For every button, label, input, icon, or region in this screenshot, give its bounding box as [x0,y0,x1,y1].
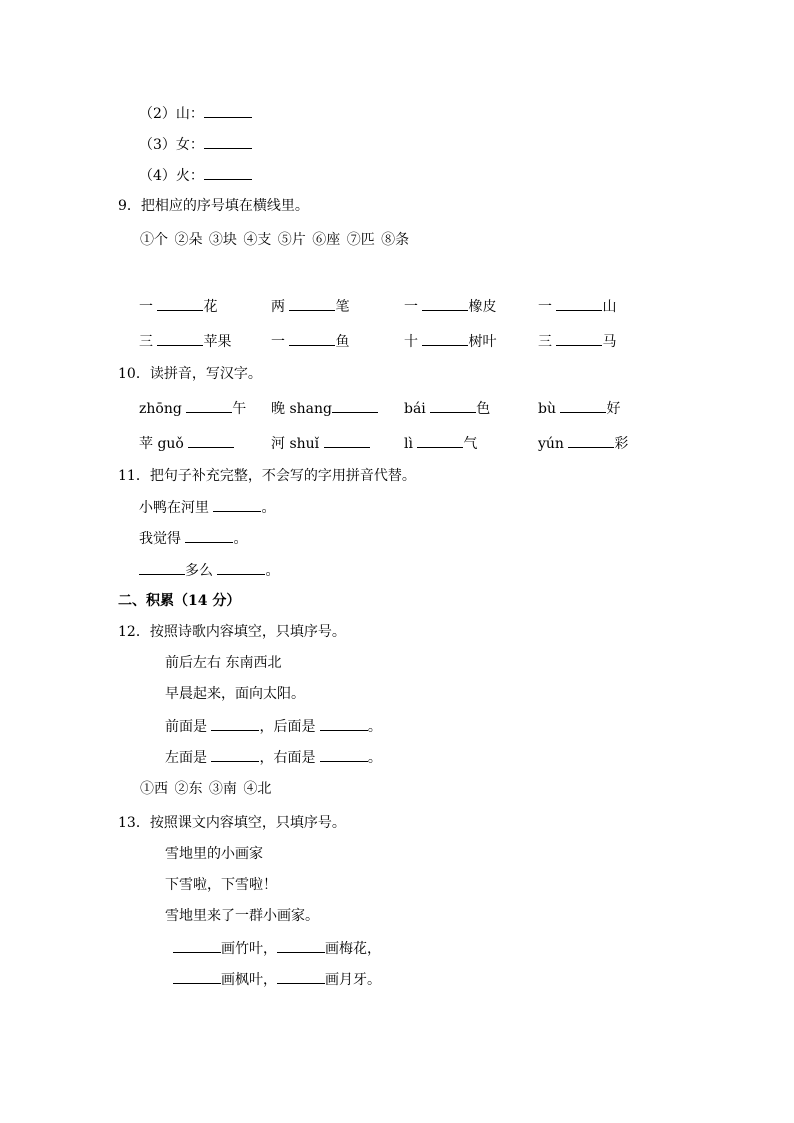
answer-blank[interactable] [289,332,335,346]
pinyin-prefix: zhōng [139,401,187,417]
cell-suffix: 午 [232,401,247,417]
q8-item-label: （3）女： [139,137,204,153]
q9-r2-c3 [404,332,496,351]
pinyin-prefix: 晚 shang [271,401,332,417]
q9-r1-c4 [538,297,616,316]
answer-blank[interactable] [320,748,368,762]
sentence-start: 我觉得 [139,531,186,547]
pinyin-prefix: 河 shuǐ [271,436,324,452]
answer-blank[interactable] [186,399,232,413]
q8-item-3 [139,135,252,154]
answer-blank[interactable] [324,434,370,448]
q10-r2-c2 [271,434,370,453]
answer-blank[interactable] [277,939,325,953]
q11-line-2 [139,529,247,548]
cell-prefix: 三 [139,334,158,350]
cell-prefix: 一 [538,299,557,315]
pinyin-prefix: bái [404,401,431,417]
q10-r1-c2 [271,399,378,418]
answer-blank[interactable] [204,135,252,149]
answer-blank[interactable] [417,434,463,448]
q9-r2-c4 [538,332,616,351]
cell-prefix: 一 [271,334,290,350]
cell-prefix: 两 [271,299,290,315]
answer-blank[interactable] [211,748,259,762]
cell-suffix: 气 [463,436,478,452]
answer-blank[interactable] [213,498,261,512]
answer-blank[interactable] [560,399,606,413]
answer-blank[interactable] [157,332,203,346]
cell-suffix: 色 [476,401,491,417]
q10-r1-c4 [538,399,620,418]
answer-blank[interactable] [188,434,234,448]
sentence-middle: 多么 [185,563,218,579]
cell-suffix: 橡皮 [468,299,497,315]
q10-title: 10．读拼音，写汉字。 [118,366,262,382]
answer-blank[interactable] [556,297,602,311]
q9-r1-c3 [404,297,496,316]
q10-r2-c3 [404,434,477,453]
answer-blank[interactable] [157,297,203,311]
cell-prefix: 十 [404,334,423,350]
cell-suffix: 苹果 [203,334,232,350]
q9-r1-c2 [271,297,349,316]
sentence-end: 。 [233,531,248,547]
cell-prefix: 一 [404,299,423,315]
q8-item-label: （4）火： [139,168,204,184]
fill-label: 画梅花， [325,941,381,957]
q13-poem-line-1: 下雪啦，下雪啦！ [165,877,277,893]
sentence-start: 小鸭在河里 [139,500,214,516]
answer-blank[interactable] [422,297,468,311]
q12-fill-2 [165,748,382,767]
fill-end: 。 [367,719,382,735]
answer-blank[interactable] [332,399,378,413]
fill-label: 前面是 [165,719,212,735]
q10-r2-c4 [538,434,628,453]
answer-blank[interactable] [204,166,252,180]
q13-poem-title: 雪地里的小画家 [165,846,263,862]
q8-item-label: （2）山： [139,106,204,122]
fill-label: ，右面是 [259,750,320,766]
answer-blank[interactable] [320,717,368,731]
answer-blank[interactable] [211,717,259,731]
q12-title: 12．按照诗歌内容填空，只填序号。 [118,624,346,640]
q13-fill-1 [173,939,381,958]
fill-label: 画枫叶， [221,972,277,988]
answer-blank[interactable] [277,970,325,984]
fill-end: 。 [367,750,382,766]
answer-blank[interactable] [173,939,221,953]
answer-blank[interactable] [217,561,265,575]
pinyin-prefix: 苹 guǒ [139,436,189,452]
sentence-end: 。 [261,500,276,516]
cell-suffix: 彩 [614,436,629,452]
section-heading: 二、积累（14 分） [118,593,241,609]
q12-poem-line-2: 早晨起来，面向太阳。 [165,686,305,702]
answer-blank[interactable] [185,529,233,543]
q9-r2-c1 [139,332,231,351]
q11-line-3 [139,561,279,580]
q9-r1-c1 [139,297,217,316]
answer-blank[interactable] [204,104,252,118]
cell-suffix: 山 [602,299,617,315]
cell-suffix: 笔 [335,299,350,315]
sentence-end: 。 [265,563,280,579]
cell-suffix: 花 [203,299,218,315]
fill-label: 左面是 [165,750,212,766]
q11-title: 11．把句子补充完整，不会写的字用拼音代替。 [118,468,416,484]
answer-blank[interactable] [568,434,614,448]
fill-label: 画竹叶， [221,941,277,957]
cell-prefix: 一 [139,299,158,315]
q10-r2-c1 [139,434,234,453]
q8-item-2 [139,104,252,123]
cell-suffix: 好 [606,401,621,417]
answer-blank[interactable] [173,970,221,984]
q13-fill-2 [173,970,381,989]
q9-r2-c2 [271,332,349,351]
fill-label: 画月牙。 [325,972,381,988]
q8-item-4 [139,166,252,185]
cell-prefix: 三 [538,334,557,350]
answer-blank[interactable] [430,399,476,413]
cell-suffix: 马 [602,334,617,350]
answer-blank[interactable] [556,332,602,346]
q12-options: ①西 ②东 ③南 ④北 [140,781,272,797]
q9-title: 9．把相应的序号填在横线里。 [118,198,309,214]
q10-r1-c1 [139,399,246,418]
q9-options: ①个 ②朵 ③块 ④支 ⑤片 ⑥座 ⑦匹 ⑧条 [140,232,410,248]
q11-line-1 [139,498,275,517]
pinyin-prefix: yún [538,436,569,452]
fill-label: ，后面是 [259,719,320,735]
cell-suffix: 鱼 [335,334,350,350]
q13-title: 13．按照课文内容填空，只填序号。 [118,815,346,831]
pinyin-prefix: bù [538,401,561,417]
answer-blank[interactable] [289,297,335,311]
q12-poem-line-1: 前后左右 东南西北 [165,655,282,671]
q10-r1-c3 [404,399,490,418]
q12-fill-1 [165,717,382,736]
cell-suffix: 树叶 [468,334,497,350]
answer-blank[interactable] [139,561,185,575]
pinyin-prefix: lì [404,436,418,452]
q13-poem-line-2: 雪地里来了一群小画家。 [165,908,319,924]
answer-blank[interactable] [422,332,468,346]
